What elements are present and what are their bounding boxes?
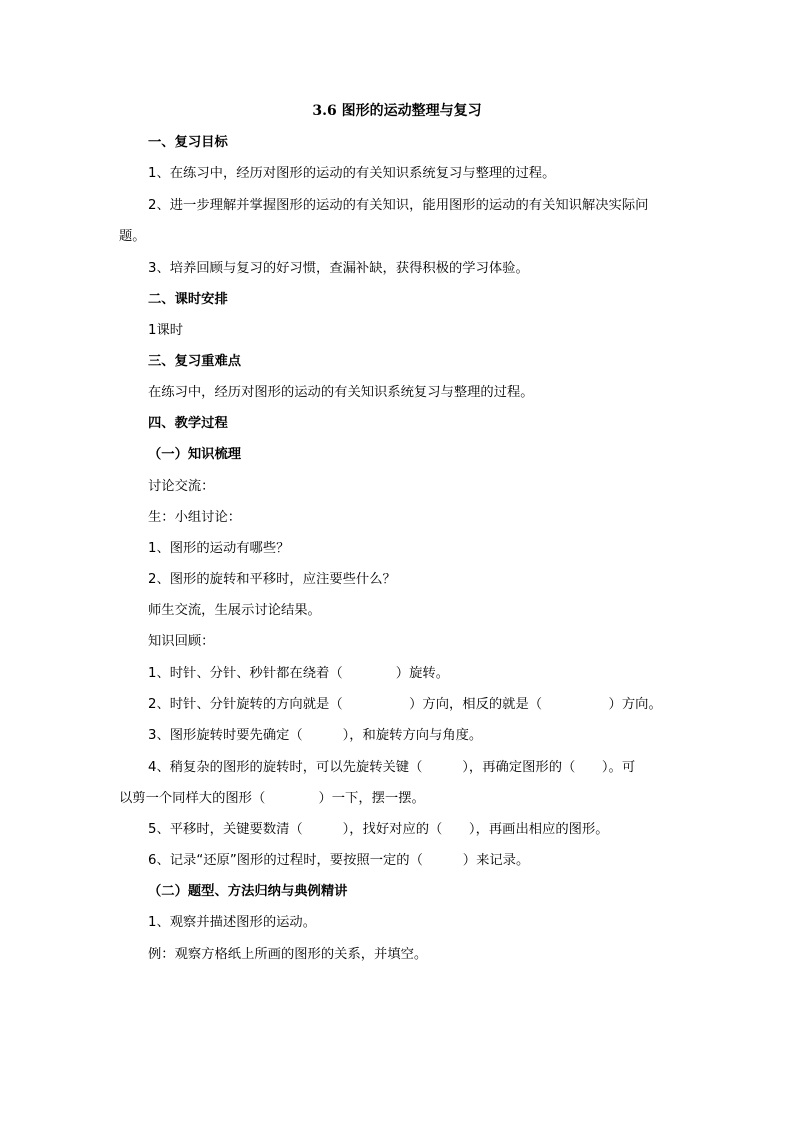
knowledge-line: 师生交流，生展示讨论结果。 xyxy=(148,603,321,618)
objective-item-1: 1、在练习中，经历对图形的运动的有关知识系统复习与整理的过程。 xyxy=(148,166,556,181)
knowledge-line: 生：小组讨论： xyxy=(148,510,242,525)
methods-line: 1、观察并描述图形的运动。 xyxy=(148,915,317,930)
knowledge-fill-blank: 2、时针、分针旋转的方向就是（ ）方向，相反的就是（ ）方向。 xyxy=(148,697,662,712)
section-heading-process: 四、教学过程 xyxy=(148,416,228,431)
knowledge-line: 讨论交流： xyxy=(148,479,215,494)
knowledge-fill-blank: 3、图形旋转时要先确定（ ），和旋转方向与角度。 xyxy=(148,728,483,743)
knowledge-fill-blank: 6、记录“还原”图形的过程时，要按照一定的（ ）来记录。 xyxy=(148,853,530,868)
knowledge-fill-blank: 4、稍复杂的图形的旋转时，可以先旋转关键（ ），再确定图形的（ ）。可 xyxy=(148,760,636,775)
objective-item-2-line-2: 题。 xyxy=(119,229,146,244)
knowledge-line: 2、图形的旋转和平移时，应注要些什么？ xyxy=(148,572,396,587)
knowledge-line: 知识回顾： xyxy=(148,634,215,649)
section-heading-objectives: 一、复习目标 xyxy=(148,135,228,150)
subsection-heading-methods: （二）题型、方法归纳与典例精讲 xyxy=(148,884,348,899)
knowledge-fill-blank: 以剪一个同样大的图形（ ）一下，摆一摆。 xyxy=(119,791,425,806)
objective-item-3: 3、培养回顾与复习的好习惯，查漏补缺，获得积极的学习体验。 xyxy=(148,261,529,276)
subsection-heading-knowledge: （一）知识梳理 xyxy=(148,447,242,462)
section-heading-schedule: 二、课时安排 xyxy=(148,292,228,307)
knowledge-fill-blank: 5、平移时，关键要数清（ ），找好对应的（ ），再画出相应的图形。 xyxy=(148,822,609,837)
section-heading-key-points: 三、复习重难点 xyxy=(148,354,242,369)
objective-item-2-line-1: 2、进一步理解并掌握图形的运动的有关知识，能用图形的运动的有关知识解决实际问 xyxy=(148,198,649,213)
schedule-text: 1课时 xyxy=(148,323,184,338)
methods-line: 例：观察方格纸上所画的图形的关系，并填空。 xyxy=(148,947,428,962)
knowledge-fill-blank: 1、时针、分针、秒针都在绕着（ ）旋转。 xyxy=(148,666,449,681)
page-title: 3.6 图形的运动整理与复习 xyxy=(312,103,482,119)
key-points-text: 在练习中，经历对图形的运动的有关知识系统复习与整理的过程。 xyxy=(148,385,534,400)
knowledge-line: 1、图形的运动有哪些？ xyxy=(148,541,290,556)
